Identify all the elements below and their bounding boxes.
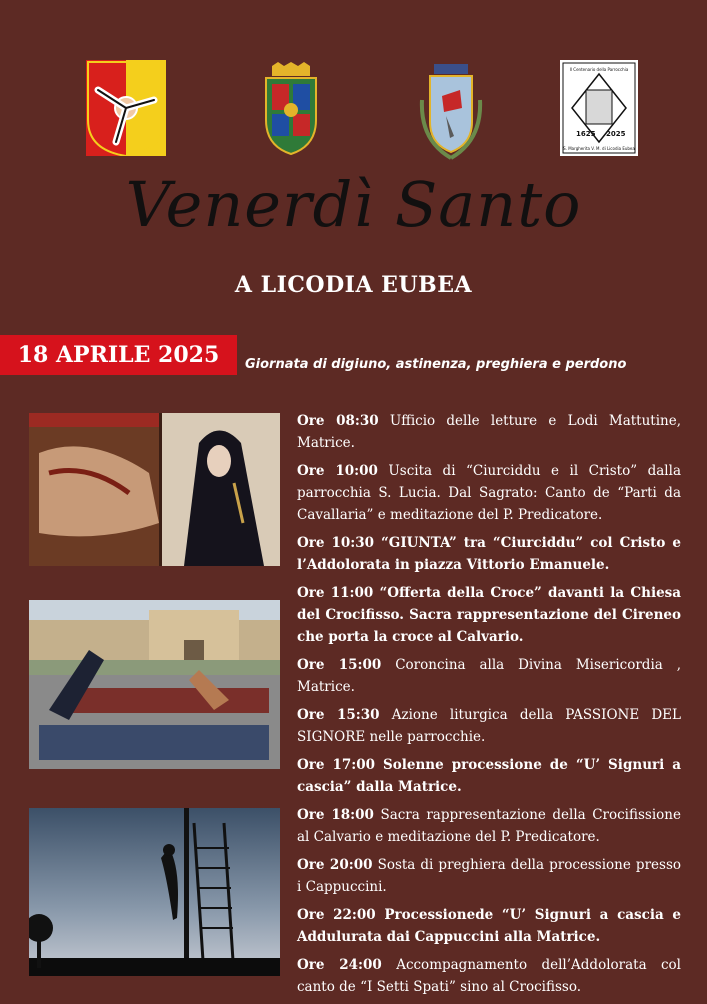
schedule-time: Ore 24:00 <box>297 957 382 973</box>
municipal-coat-of-arms <box>416 60 486 164</box>
date-badge: 18 APRILE 2025 <box>0 335 237 375</box>
schedule-description: Ufficio delle letture e Lodi Mattutine, Matrice. <box>297 413 682 451</box>
schedule-time: Ore 20:00 <box>297 857 373 873</box>
schedule-item <box>297 904 681 948</box>
schedule-item <box>297 582 681 648</box>
crucifixion-silhouette-photo <box>29 808 280 976</box>
schedule-description: Azione liturgica della PASSIONE DEL SIGNORE nelle parrocchie. <box>297 707 682 745</box>
schedule-description: Accompagnamento dell’Addolorata col canto de “I Setti Spati” sino al Crocifisso. <box>297 957 682 995</box>
schedule-item <box>297 410 681 454</box>
schedule-description: Sacra rappresentazione della Crocifissione al Calvario e meditazione del P. Predicatore. <box>297 807 681 845</box>
schedule-time: Ore 15:30 <box>297 707 380 723</box>
parish-anniversary-seal <box>560 60 638 156</box>
schedule-description: Sosta di preghiera della processione presso i Cappuccini. <box>297 857 682 895</box>
schedule-description: “GIUNTA” tra “Ciurciddu” col Cristo e l’Addolorata in piazza Vittorio Emanuele. <box>297 535 681 573</box>
schedule-time: Ore 10:00 <box>297 463 378 479</box>
schedule-time: Ore 08:30 <box>297 413 379 429</box>
procession-square-photo <box>29 600 280 769</box>
schedule-list <box>297 410 681 1004</box>
schedule-time: Ore 18:00 <box>297 807 374 823</box>
schedule-item <box>297 954 681 998</box>
schedule-time: Ore 11:00 <box>297 585 374 601</box>
schedule-description: Solenne processione de “U’ Signuri a cascia” dalla Matrice. <box>297 757 681 795</box>
schedule-time: Ore 15:00 <box>297 657 382 673</box>
schedule-description: Processionede “U’ Signuri a cascia e Addulurata dai Cappuccini alla Matrice. <box>297 907 681 945</box>
schedule-item <box>297 804 681 848</box>
schedule-time: Ore 10:30 <box>297 535 375 551</box>
schedule-item <box>297 704 681 748</box>
svg-text:S. Margherita V. M. di Licodia: S. Margherita V. M. di Licodia Eubea <box>563 146 635 151</box>
tagline: Giornata di digiuno, astinenza, preghiera e perdono <box>245 357 627 372</box>
schedule-description: Uscita di “Ciurciddu e il Cristo” dalla parrocchia S. Lucia. Dal Sagrato: Canto de “Parti da Cavallaria” e meditazione del P. Predicatore. <box>297 463 681 523</box>
schedule-description: Coroncina alla Divina Misericordia , Matrice. <box>297 657 681 695</box>
svg-text:1625: 1625 <box>576 130 596 138</box>
svg-text:2025: 2025 <box>606 130 626 138</box>
page-subtitle: A LICODIA EUBEA <box>234 272 473 298</box>
schedule-item <box>297 532 681 576</box>
schedule-item <box>297 854 681 898</box>
sicily-trinacria-logo <box>86 60 166 156</box>
schedule-item <box>297 654 681 698</box>
crucifix-and-addolorata-photo <box>29 413 280 566</box>
schedule-time: Ore 22:00 <box>297 907 376 923</box>
schedule-item <box>297 460 681 526</box>
svg-text:Il Centenario della Parrocchia: Il Centenario della Parrocchia <box>569 67 629 72</box>
schedule-item <box>297 754 681 798</box>
schedule-time: Ore 17:00 <box>297 757 376 773</box>
schedule-description: “Offerta della Croce” davanti la Chiesa del Crocifisso. Sacra rappresentazione del Cireneo che porta la croce al Calvario. <box>297 585 682 645</box>
licodia-eubea-coat-of-arms <box>258 60 324 160</box>
page-title: Venerdì Santo <box>125 168 582 241</box>
